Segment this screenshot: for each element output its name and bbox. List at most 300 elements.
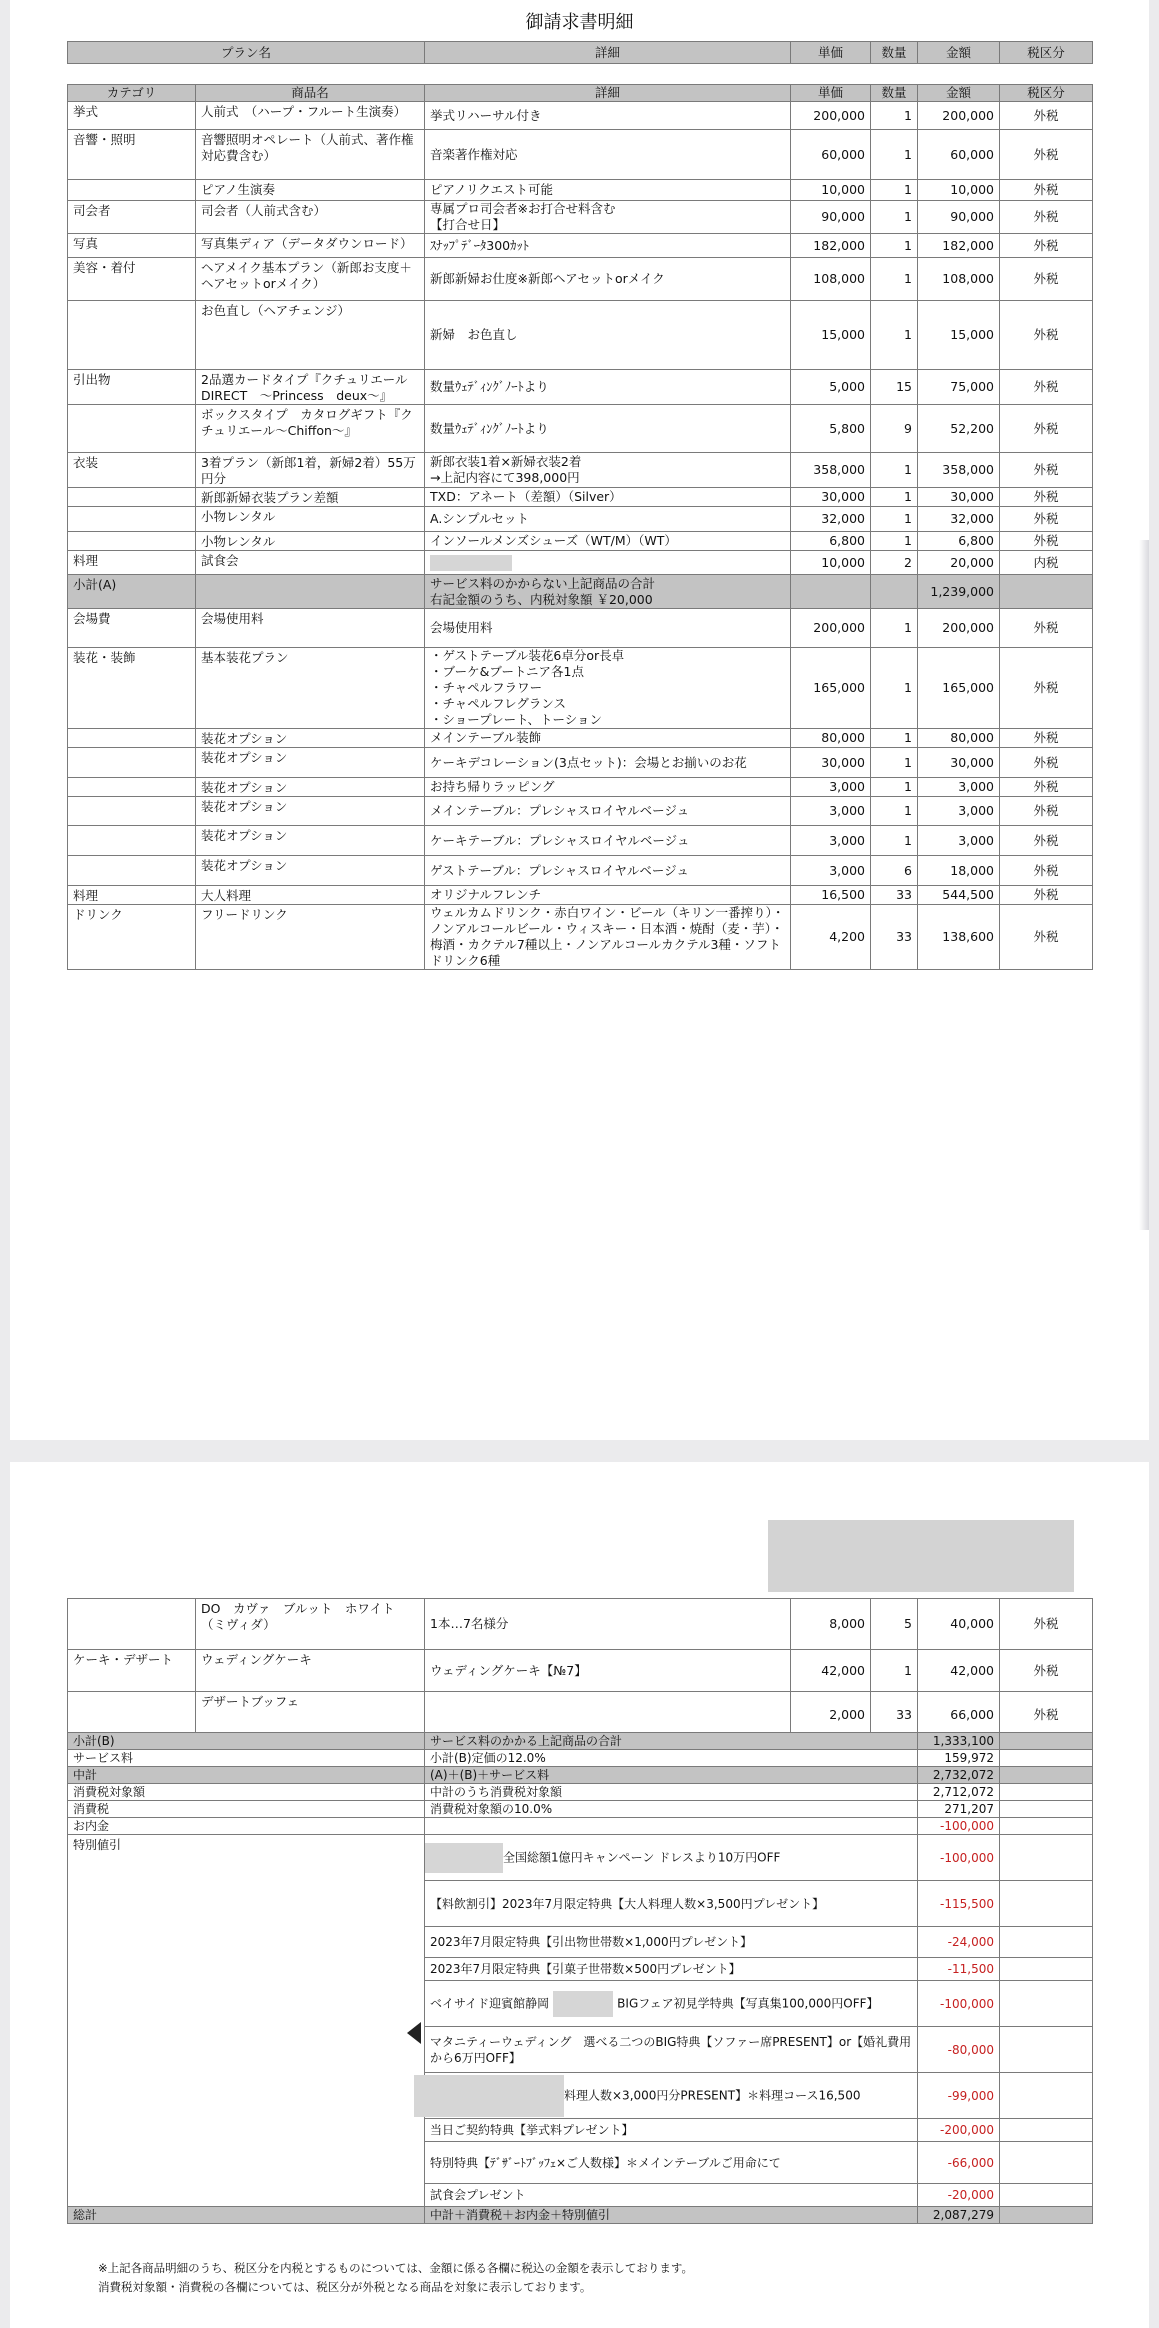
detail-cell: サービス料のかからない上記商品の合計 右記金額のうち、内税対象額 ￥20,000 (425, 575, 791, 609)
item-name-cell: 小物レンタル (196, 532, 425, 551)
discount-empty (1000, 1881, 1093, 1927)
header-tax: 税区分 (1000, 42, 1093, 64)
category-cell (68, 301, 196, 370)
detail-cell: ゲストテーブル：プレシャスロイヤルベージュ (425, 856, 791, 886)
qty-cell: 9 (871, 405, 918, 453)
discount-empty (1000, 2142, 1093, 2184)
summary-label: サービス料 (68, 1750, 425, 1767)
summary-row (68, 1784, 1093, 1801)
table-row (68, 797, 1093, 826)
summary-detail: 消費税対象額の10.0% (425, 1801, 918, 1818)
detail-cell: 新郎新婦お仕度※新郎ヘアセットorメイク (425, 258, 791, 301)
tax-cell: 外税 (1000, 453, 1093, 488)
qty-cell: 1 (871, 532, 918, 551)
category-cell (68, 507, 196, 532)
page-title: 御請求書明細 (525, 12, 634, 33)
grand-total-row (68, 2207, 1093, 2224)
table-row (68, 1650, 1093, 1692)
page-edge-shadow (1139, 540, 1149, 1230)
header-category: カテゴリ (68, 85, 196, 102)
discount-text: 全国総額1億円キャンペーン ドレスより10万円OFF (503, 1850, 781, 1864)
table-row (68, 258, 1093, 301)
item-name-cell: 装花オプション (196, 778, 425, 797)
tax-cell: 外税 (1000, 180, 1093, 201)
summary-row (68, 1767, 1093, 1784)
table-row (68, 729, 1093, 748)
item-name-cell: 装花オプション (196, 797, 425, 826)
discount-detail (425, 2073, 918, 2119)
amount-cell: 10,000 (918, 180, 1000, 201)
detail-cell (425, 551, 791, 575)
tax-cell: 外税 (1000, 201, 1093, 234)
detail-cell: オリジナルフレンチ (425, 886, 791, 905)
table-row (68, 405, 1093, 453)
detail-cell: 新郎衣装1着×新婦衣装2着 →上記内容にて398,000円 (425, 453, 791, 488)
amount-cell: 3,000 (918, 826, 1000, 856)
price-cell: 5,000 (791, 370, 871, 405)
amount-cell: 52,200 (918, 405, 1000, 453)
category-cell (68, 729, 196, 748)
qty-cell: 1 (871, 488, 918, 507)
price-cell: 5,800 (791, 405, 871, 453)
category-cell (68, 797, 196, 826)
detail-cell: ピアノリクエスト可能 (425, 180, 791, 201)
table-row (68, 507, 1093, 532)
qty-cell: 1 (871, 609, 918, 648)
discount-detail: 2023年7月限定特典【引菓子世帯数×500円プレゼント】 (425, 1958, 918, 1981)
category-cell (68, 532, 196, 551)
price-cell: 2,000 (791, 1692, 871, 1738)
price-cell: 42,000 (791, 1650, 871, 1692)
discount-amount: -115,500 (918, 1881, 1000, 1927)
summary-label: 中計 (68, 1767, 425, 1784)
redacted-text (425, 1843, 503, 1873)
tax-cell: 内税 (1000, 551, 1093, 575)
amount-cell: 20,000 (918, 551, 1000, 575)
category-cell (68, 1692, 196, 1738)
price-cell: 4,200 (791, 905, 871, 970)
table-row (68, 778, 1093, 797)
tax-cell: 外税 (1000, 1650, 1093, 1692)
header-price: 単価 (791, 85, 871, 102)
category-cell: 引出物 (68, 370, 196, 405)
summary-empty (1000, 1750, 1093, 1767)
header-qty: 数量 (871, 85, 918, 102)
detail-cell: 挙式リハーサル付き (425, 102, 791, 130)
discount-text: 料理人数×3,000円分PRESENT】＊料理コース16,500 (564, 2088, 861, 2102)
summary-detail: (A)＋(B)＋サービス料 (425, 1767, 918, 1784)
item-name-cell: 基本装花プラン (196, 648, 425, 729)
amount-cell: 40,000 (918, 1599, 1000, 1650)
qty-cell: 1 (871, 648, 918, 729)
header-price: 単価 (791, 42, 871, 64)
qty-cell: 1 (871, 102, 918, 130)
summary-empty (1000, 1818, 1093, 1835)
price-cell: 3,000 (791, 826, 871, 856)
summary-table (67, 1732, 1093, 2224)
price-cell: 10,000 (791, 551, 871, 575)
price-cell: 90,000 (791, 201, 871, 234)
qty-cell: 1 (871, 1650, 918, 1692)
discount-amount: -11,500 (918, 1958, 1000, 1981)
total-label: 総計 (68, 2207, 425, 2224)
continued-items-table (67, 1598, 1093, 1738)
summary-label: お内金 (68, 1818, 425, 1835)
summary-amount: 2,732,072 (918, 1767, 1000, 1784)
category-cell: 料理 (68, 886, 196, 905)
header-detail: 詳細 (425, 85, 791, 102)
discount-empty (1000, 2027, 1093, 2073)
qty-cell: 15 (871, 370, 918, 405)
column-header-row (68, 85, 1093, 102)
table-row (68, 826, 1093, 856)
qty-cell: 1 (871, 258, 918, 301)
amount-cell: 15,000 (918, 301, 1000, 370)
item-name-cell: 装花オプション (196, 826, 425, 856)
price-cell: 200,000 (791, 102, 871, 130)
detail-cell: ケーキデコレーション(3点セット)：会場とお揃いのお花 (425, 748, 791, 778)
line-items-table (67, 84, 1093, 970)
table-row (68, 370, 1093, 405)
amount-cell: 75,000 (918, 370, 1000, 405)
item-name-cell: 装花オプション (196, 748, 425, 778)
detail-cell: 1本…7名様分 (425, 1599, 791, 1650)
qty-cell: 1 (871, 453, 918, 488)
category-cell: 小計(A) (68, 575, 196, 609)
detail-cell: メインテーブル：プレシャスロイヤルベージュ (425, 797, 791, 826)
discount-detail: 特別特典【ﾃﾞｻﾞｰﾄﾌﾞｯﾌｪ×ご人数様】＊メインテーブルご用命にて (425, 2142, 918, 2184)
category-cell (68, 856, 196, 886)
summary-row (68, 1750, 1093, 1767)
qty-cell: 6 (871, 856, 918, 886)
item-name-cell: 装花オプション (196, 729, 425, 748)
amount-cell: 6,800 (918, 532, 1000, 551)
amount-cell: 18,000 (918, 856, 1000, 886)
summary-amount: 271,207 (918, 1801, 1000, 1818)
item-name-cell: フリードリンク (196, 905, 425, 970)
summary-label: 小計(B) (68, 1733, 425, 1750)
amount-cell: 138,600 (918, 905, 1000, 970)
summary-amount: 1,333,100 (918, 1733, 1000, 1750)
category-cell: ドリンク (68, 905, 196, 970)
discount-detail: マタニティーウェディング 選べる二つのBIG特典【ソファー席PRESENT】or【婚礼費用から6万円OFF】 (425, 2027, 918, 2073)
qty-cell: 1 (871, 748, 918, 778)
detail-cell: 新婦 お色直し (425, 301, 791, 370)
amount-cell: 30,000 (918, 748, 1000, 778)
amount-cell: 42,000 (918, 1650, 1000, 1692)
discount-text: ベイサイド迎賓館静岡 (430, 1996, 550, 2010)
amount-cell: 3,000 (918, 797, 1000, 826)
price-cell: 10,000 (791, 180, 871, 201)
table-row (68, 551, 1093, 575)
price-cell: 15,000 (791, 301, 871, 370)
detail-cell: インソールメンズシューズ（WT/M）（WT） (425, 532, 791, 551)
discount-detail: 当日ご契約特典【挙式料プレゼント】 (425, 2119, 918, 2142)
qty-cell: 5 (871, 1599, 918, 1650)
table-row (68, 130, 1093, 180)
discount-detail (425, 1981, 918, 2027)
detail-cell: ケーキテーブル：プレシャスロイヤルベージュ (425, 826, 791, 856)
tax-cell: 外税 (1000, 234, 1093, 258)
qty-cell: 1 (871, 234, 918, 258)
category-cell (68, 488, 196, 507)
summary-empty (1000, 1784, 1093, 1801)
table-row (68, 180, 1093, 201)
price-cell: 165,000 (791, 648, 871, 729)
summary-row (68, 1733, 1093, 1750)
price-cell: 358,000 (791, 453, 871, 488)
discount-empty (1000, 2184, 1093, 2207)
qty-cell (871, 575, 918, 609)
invoice-page-1 (10, 0, 1149, 1440)
price-cell: 108,000 (791, 258, 871, 301)
table-row (68, 1692, 1093, 1738)
tax-cell: 外税 (1000, 301, 1093, 370)
amount-cell: 358,000 (918, 453, 1000, 488)
table-row (68, 1599, 1093, 1650)
discount-detail: 【料飲割引】2023年7月限定特典【大人料理人数×3,500円プレゼント】 (425, 1881, 918, 1927)
summary-amount: 2,712,072 (918, 1784, 1000, 1801)
price-cell: 32,000 (791, 507, 871, 532)
price-cell: 8,000 (791, 1599, 871, 1650)
amount-cell: 182,000 (918, 234, 1000, 258)
footnotes (98, 2259, 693, 2297)
qty-cell: 33 (871, 1692, 918, 1738)
discount-empty (1000, 1927, 1093, 1958)
tax-cell: 外税 (1000, 826, 1093, 856)
detail-cell: TXD：アネート（差額）（Silver） (425, 488, 791, 507)
tax-cell: 外税 (1000, 856, 1093, 886)
price-cell: 30,000 (791, 748, 871, 778)
item-name-cell: 音響照明オペレート（人前式、著作権対応費含む） (196, 130, 425, 180)
tax-cell: 外税 (1000, 609, 1093, 648)
tax-cell: 外税 (1000, 370, 1093, 405)
table-row (68, 748, 1093, 778)
discount-amount: -200,000 (918, 2119, 1000, 2142)
detail-cell: 専属プロ司会者※お打合せ料含む 【打合せ日】 (425, 201, 791, 234)
item-name-cell: DO カヴァ ブルット ホワイト（ミヴィダ） (196, 1599, 425, 1650)
item-name-cell: ボックスタイプ カタログギフト『クチュリエール～Chiffon～』 (196, 405, 425, 453)
amount-cell: 3,000 (918, 778, 1000, 797)
detail-cell: 数量ｳｪﾃﾞｨﾝｸﾞﾉｰﾄより (425, 405, 791, 453)
tax-cell (1000, 575, 1093, 609)
header-amount: 金額 (918, 42, 1000, 64)
summary-detail (425, 1818, 918, 1835)
header-amount: 金額 (918, 85, 1000, 102)
detail-cell: 音楽著作権対応 (425, 130, 791, 180)
item-name-cell: 2品選カードタイプ『クチュリエール DIRECT ～Princess deux～』 (196, 370, 425, 405)
amount-cell: 200,000 (918, 609, 1000, 648)
discount-label: 特別値引 (68, 1835, 425, 2207)
table-row (68, 234, 1093, 258)
tax-cell: 外税 (1000, 532, 1093, 551)
qty-cell: 1 (871, 130, 918, 180)
plan-header-table (67, 41, 1093, 64)
marker-triangle (407, 2022, 421, 2044)
discount-text: BIGフェア初見学特典【写真集100,000円OFF】 (617, 1996, 879, 2010)
qty-cell: 1 (871, 797, 918, 826)
header-detail: 詳細 (425, 42, 791, 64)
subtotal-a-row (68, 575, 1093, 609)
table-row (68, 532, 1093, 551)
discount-detail: 試食会プレゼント (425, 2184, 918, 2207)
price-cell (791, 575, 871, 609)
header-item: 商品名 (196, 85, 425, 102)
table-row (68, 488, 1093, 507)
detail-cell: A.シンプルセット (425, 507, 791, 532)
discount-amount: -20,000 (918, 2184, 1000, 2207)
detail-cell: 会場使用料 (425, 609, 791, 648)
amount-cell: 165,000 (918, 648, 1000, 729)
discount-amount: -66,000 (918, 2142, 1000, 2184)
discount-empty (1000, 1835, 1093, 1881)
tax-cell: 外税 (1000, 405, 1093, 453)
summary-label: 消費税対象額 (68, 1784, 425, 1801)
qty-cell: 1 (871, 301, 918, 370)
note-line: ※上記各商品明細のうち、税区分を内税とするものについては、金額に係る各欄に税込の金額を表示しております。 (98, 2261, 693, 2275)
price-cell: 182,000 (791, 234, 871, 258)
amount-cell: 60,000 (918, 130, 1000, 180)
item-name-cell: 小物レンタル (196, 507, 425, 532)
discount-empty (1000, 1958, 1093, 1981)
item-name-cell: ヘアメイク基本プラン（新郎お支度＋ヘアセットorメイク） (196, 258, 425, 301)
qty-cell: 1 (871, 180, 918, 201)
qty-cell: 1 (871, 729, 918, 748)
category-cell: 写真 (68, 234, 196, 258)
detail-cell (425, 1692, 791, 1738)
price-cell: 3,000 (791, 797, 871, 826)
summary-detail: サービス料のかかる上記商品の合計 (425, 1733, 918, 1750)
detail-cell: ウェディングケーキ【№7】 (425, 1650, 791, 1692)
amount-cell: 1,239,000 (918, 575, 1000, 609)
category-cell: 司会者 (68, 201, 196, 234)
item-name-cell: ピアノ生演奏 (196, 180, 425, 201)
detail-cell: お持ち帰りラッピング (425, 778, 791, 797)
discount-amount: -100,000 (918, 1981, 1000, 2027)
redacted-text (553, 1991, 613, 2017)
amount-cell: 200,000 (918, 102, 1000, 130)
qty-cell: 1 (871, 201, 918, 234)
table-row (68, 609, 1093, 648)
tax-cell: 外税 (1000, 778, 1093, 797)
tax-cell: 外税 (1000, 130, 1093, 180)
category-cell: 美容・着付 (68, 258, 196, 301)
qty-cell: 2 (871, 551, 918, 575)
table-row (68, 453, 1093, 488)
tax-cell: 外税 (1000, 1599, 1093, 1650)
category-cell: 料理 (68, 551, 196, 575)
amount-cell: 32,000 (918, 507, 1000, 532)
summary-detail: 小計(B)定価の12.0% (425, 1750, 918, 1767)
discount-empty (1000, 1981, 1093, 2027)
tax-cell: 外税 (1000, 648, 1093, 729)
tax-cell: 外税 (1000, 507, 1093, 532)
item-name-cell: 装花オプション (196, 856, 425, 886)
tax-cell: 外税 (1000, 748, 1093, 778)
redacted-block (768, 1520, 1074, 1592)
summary-row (68, 1818, 1093, 1835)
discount-row (68, 1835, 1093, 1881)
item-name-cell: 新郎新婦衣装プラン差額 (196, 488, 425, 507)
table-row (68, 856, 1093, 886)
summary-empty (1000, 1767, 1093, 1784)
qty-cell: 1 (871, 778, 918, 797)
category-cell: 挙式 (68, 102, 196, 130)
amount-cell: 108,000 (918, 258, 1000, 301)
redacted-text (414, 2075, 564, 2117)
detail-cell: 数量ｳｪﾃﾞｨﾝｸﾞﾉｰﾄより (425, 370, 791, 405)
detail-cell: ｽﾅｯﾌﾟﾃﾞｰﾀ300ｶｯﾄ (425, 234, 791, 258)
tax-cell: 外税 (1000, 729, 1093, 748)
discount-amount: -99,000 (918, 2073, 1000, 2119)
discount-amount: -80,000 (918, 2027, 1000, 2073)
category-cell (68, 748, 196, 778)
table-row (68, 102, 1093, 130)
price-cell: 30,000 (791, 488, 871, 507)
item-name-cell: お色直し（ヘアチェンジ） (196, 301, 425, 370)
tax-cell: 外税 (1000, 102, 1093, 130)
qty-cell: 33 (871, 886, 918, 905)
category-cell (68, 1599, 196, 1650)
header-plan: プラン名 (68, 42, 425, 64)
summary-detail: 中計のうち消費税対象額 (425, 1784, 918, 1801)
item-name-cell: 人前式 （ハープ・フルート生演奏） (196, 102, 425, 130)
table-row (68, 201, 1093, 234)
category-cell (68, 778, 196, 797)
price-cell: 200,000 (791, 609, 871, 648)
tax-cell: 外税 (1000, 488, 1093, 507)
category-cell: 装花・装飾 (68, 648, 196, 729)
header-tax: 税区分 (1000, 85, 1093, 102)
summary-empty (1000, 1801, 1093, 1818)
category-cell: 音響・照明 (68, 130, 196, 180)
detail-cell: ・ゲストテーブル装花6卓分or長卓 ・ブーケ&ブートニア各1点 ・チャペルフラワー ・チャペルフレグランス ・ショープレート、トーション (425, 648, 791, 729)
discount-amount: -100,000 (918, 1835, 1000, 1881)
discount-empty (1000, 2073, 1093, 2119)
amount-cell: 66,000 (918, 1692, 1000, 1738)
invoice-page-2 (10, 1462, 1149, 2328)
summary-amount: -100,000 (918, 1818, 1000, 1835)
discount-detail: 2023年7月限定特典【引出物世帯数×1,000円プレゼント】 (425, 1927, 918, 1958)
item-name-cell: 大人料理 (196, 886, 425, 905)
amount-cell: 544,500 (918, 886, 1000, 905)
qty-cell: 1 (871, 826, 918, 856)
table-row (68, 886, 1093, 905)
category-cell: 衣装 (68, 453, 196, 488)
item-name-cell: 試食会 (196, 551, 425, 575)
total-empty (1000, 2207, 1093, 2224)
price-cell: 3,000 (791, 778, 871, 797)
detail-cell: ウェルカムドリンク・赤白ワイン・ビール（キリン一番搾り）・ノンアルコールビール・ウィスキー・日本酒・焼酎（麦・芋）・梅酒・カクテル7種以上・ノンアルコールカクテル3種・ソフトドリンク6種 (425, 905, 791, 970)
category-cell: 会場費 (68, 609, 196, 648)
item-name-cell (196, 575, 425, 609)
total-detail: 中計＋消費税＋お内金＋特別値引 (425, 2207, 918, 2224)
tax-cell: 外税 (1000, 886, 1093, 905)
item-name-cell: 写真集ディア（データダウンロード） (196, 234, 425, 258)
price-cell: 80,000 (791, 729, 871, 748)
qty-cell: 1 (871, 507, 918, 532)
summary-label: 消費税 (68, 1801, 425, 1818)
header-qty: 数量 (871, 42, 918, 64)
item-name-cell: ウェディングケーキ (196, 1650, 425, 1692)
price-cell: 3,000 (791, 856, 871, 886)
item-name-cell: 司会者（人前式含む） (196, 201, 425, 234)
category-cell (68, 826, 196, 856)
amount-cell: 90,000 (918, 201, 1000, 234)
tax-cell: 外税 (1000, 1692, 1093, 1738)
price-cell: 60,000 (791, 130, 871, 180)
table-row (68, 905, 1093, 970)
